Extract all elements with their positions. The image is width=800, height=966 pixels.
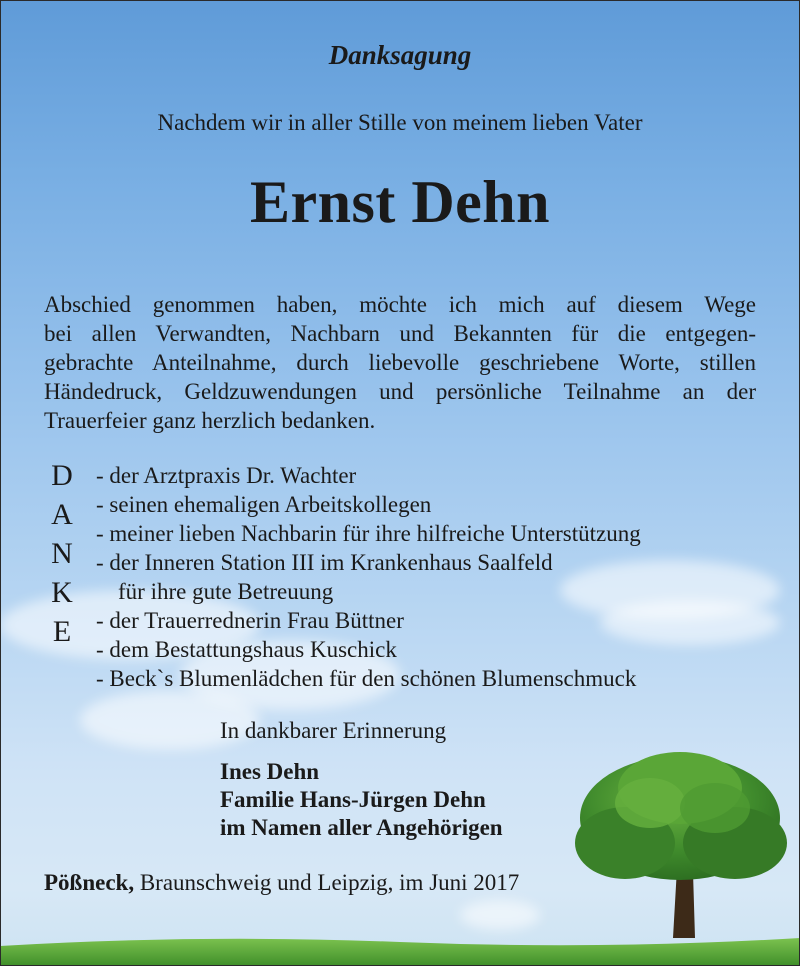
place-date-line [44,870,519,896]
deceased-name: Ernst Dehn [249,169,551,235]
danke-acrostic [44,456,80,651]
danke-letter: E [52,615,72,648]
signer-name: Familie Hans-Jürgen Dehn [220,787,486,812]
place-date: Braunschweig und Leipzig, im Juni 2017 [134,870,520,895]
thanks-item: - seinen ehemaligen Arbeitskollegen [96,492,432,517]
thanks-item: - der Trauerrednerin Frau Büttner [96,608,404,633]
body-line: Händedruck, Geldzuwendungen und persönliche Teilnahme an der [44,379,756,404]
body-line: gebrachte Anteilnahme, durch liebevolle geschriebene Worte, stillen [44,350,756,375]
thanks-item: - dem Bestattungshaus Kuschick [96,637,397,662]
signer-name: Ines Dehn [220,759,320,784]
thanks-list [96,461,641,693]
body-line: bei allen Verwandten, Nachbarn und Bekannten für die entgegen- [44,321,756,346]
intro-line: Nachdem wir in aller Stille von meinem lieben Vater [157,110,643,135]
body-paragraph [44,290,756,435]
body-line: Abschied genommen haben, möchte ich mich auf diesem Wege [44,292,756,317]
signer-name: im Namen aller Angehörigen [220,815,503,840]
danke-letter: K [51,576,73,609]
signers-block [220,758,503,842]
thanks-item: - Beck`s Blumenlädchen für den schönen Blumenschmuck [96,666,637,691]
tree-illustration [565,748,795,948]
thanks-item: - der Arztpraxis Dr. Wachter [96,463,357,488]
body-line: Trauerfeier ganz herzlich bedanken. [44,408,376,433]
danke-letter: D [51,459,73,492]
thanks-item: - der Inneren Station III im Krankenhaus Saalfeld [96,550,553,575]
thanks-item-continuation: für ihre gute Betreuung [118,579,334,604]
thanks-item: - meiner lieben Nachbarin für ihre hilfreiche Unterstützung [96,521,641,546]
danke-letter: A [51,498,73,531]
danke-letter: N [51,537,73,570]
place-name: Pößneck, [44,870,135,895]
closing-line: In dankbarer Erinnerung [220,718,447,743]
heading-title: Danksagung [328,40,472,70]
